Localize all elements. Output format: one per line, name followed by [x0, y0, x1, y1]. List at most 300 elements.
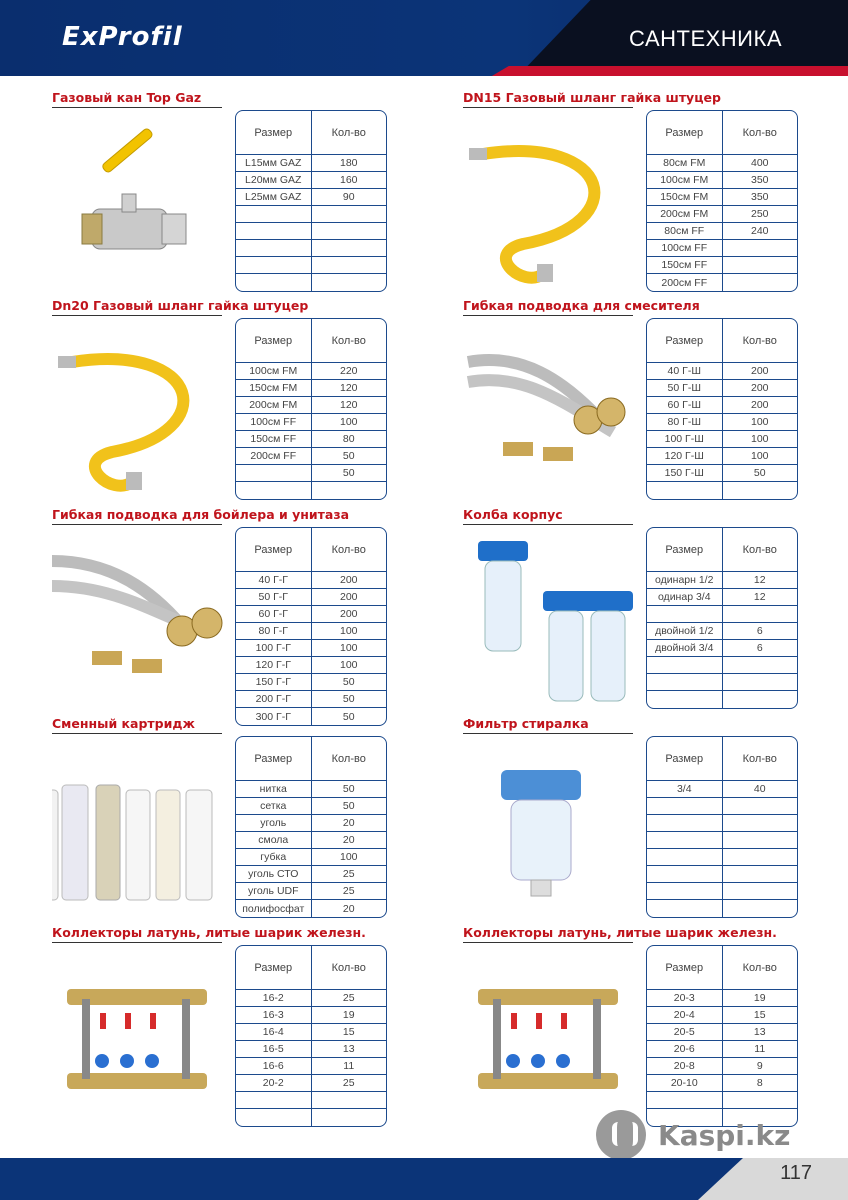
column-header-size: Размер — [236, 319, 312, 362]
product-table — [235, 736, 387, 918]
column-header-qty: Кол-во — [742, 543, 777, 556]
table-row — [236, 380, 386, 397]
table-header — [647, 111, 797, 155]
table-row — [236, 482, 386, 499]
qty-cell: 80 — [342, 433, 355, 445]
table-row — [647, 431, 797, 448]
table-row — [236, 206, 386, 223]
size-cell — [647, 832, 723, 848]
qty-cell — [312, 1109, 387, 1126]
table-row — [236, 448, 386, 465]
qty-cell: 11 — [754, 1043, 766, 1055]
size-cell — [647, 798, 723, 814]
column-header-size: Размер — [236, 111, 312, 154]
table-row — [647, 815, 797, 832]
size-cell: 150см FM — [647, 189, 723, 205]
section-title: Колба корпус — [463, 507, 563, 522]
title-underline — [52, 315, 222, 316]
size-cell — [647, 849, 723, 865]
washing-filter-image — [463, 740, 641, 920]
column-header-qty: Кол-во — [742, 961, 777, 974]
product-section — [52, 90, 412, 300]
size-cell — [647, 900, 723, 917]
qty-cell: 20 — [342, 817, 355, 829]
table-row — [236, 1109, 386, 1126]
table-row — [236, 465, 386, 482]
size-cell: 16-4 — [236, 1024, 312, 1040]
table-header — [647, 946, 797, 990]
qty-cell — [723, 257, 798, 273]
qty-cell — [723, 606, 798, 622]
qty-cell — [312, 274, 387, 291]
table-row — [647, 206, 797, 223]
qty-cell: 100 — [750, 450, 769, 462]
kaspi-label: Kaspi.kz — [658, 1118, 791, 1152]
size-cell — [236, 240, 312, 256]
title-underline — [463, 107, 633, 108]
qty-cell: 100 — [339, 416, 358, 428]
qty-cell: 200 — [750, 382, 769, 394]
size-cell: 20-4 — [647, 1007, 723, 1023]
table-row — [236, 172, 386, 189]
qty-cell: 19 — [342, 1009, 355, 1021]
size-cell: 150 Г-Г — [236, 674, 312, 690]
table-row — [647, 155, 797, 172]
table-row — [236, 1024, 386, 1041]
size-cell: 200см FF — [647, 274, 723, 291]
size-cell: 120 Г-Г — [236, 657, 312, 673]
product-section — [463, 925, 823, 1135]
column-header-size: Размер — [647, 737, 723, 780]
table-row — [647, 482, 797, 499]
size-cell: 20-10 — [647, 1075, 723, 1091]
table-row — [647, 1007, 797, 1024]
table-row — [647, 866, 797, 883]
qty-cell: 90 — [342, 191, 355, 203]
size-cell: сетка — [236, 798, 312, 814]
product-section — [463, 507, 823, 717]
qty-cell: 200 — [750, 365, 769, 377]
table-row — [647, 223, 797, 240]
size-cell: 200см FF — [236, 448, 312, 464]
size-cell: 100см FM — [647, 172, 723, 188]
qty-cell: 50 — [342, 450, 355, 462]
size-cell — [647, 691, 723, 708]
qty-cell: 250 — [750, 208, 769, 220]
size-cell: 16-3 — [236, 1007, 312, 1023]
size-cell: 20-8 — [647, 1058, 723, 1074]
column-header-size: Размер — [647, 946, 723, 989]
size-cell: 20-2 — [236, 1075, 312, 1091]
size-cell: двойной 1/2 — [647, 623, 723, 639]
table-row — [647, 990, 797, 1007]
size-cell: уголь UDF — [236, 883, 312, 899]
size-cell: одинар 3/4 — [647, 589, 723, 605]
size-cell: нитка — [236, 781, 312, 797]
table-header — [236, 528, 386, 572]
table-row — [647, 240, 797, 257]
size-cell: 80см FF — [647, 223, 723, 239]
size-cell — [647, 1092, 723, 1108]
qty-cell: 160 — [339, 174, 358, 186]
qty-cell: 100 — [750, 416, 769, 428]
table-row — [236, 1075, 386, 1092]
table-row — [236, 990, 386, 1007]
section-title: Коллекторы латунь, литые шарик железн. — [463, 925, 777, 940]
qty-cell: 50 — [342, 783, 355, 795]
column-header-qty: Кол-во — [742, 126, 777, 139]
filter-housing-image — [463, 531, 641, 711]
qty-cell: 100 — [339, 659, 358, 671]
table-row — [647, 1092, 797, 1109]
table-row — [647, 883, 797, 900]
size-cell: 150см FF — [647, 257, 723, 273]
title-underline — [52, 942, 222, 943]
size-cell — [647, 883, 723, 899]
table-row — [236, 431, 386, 448]
qty-cell: 9 — [756, 1060, 763, 1072]
size-cell: 50 Г-Ш — [647, 380, 723, 396]
product-table — [235, 318, 387, 500]
qty-cell: 25 — [342, 885, 355, 897]
product-section — [52, 925, 412, 1135]
size-cell: 80 Г-Ш — [647, 414, 723, 430]
qty-cell — [723, 674, 798, 690]
table-row — [647, 900, 797, 917]
qty-cell — [723, 798, 798, 814]
size-cell: 20-3 — [647, 990, 723, 1006]
section-title: Гибкая подводка для смесителя — [463, 298, 700, 313]
size-cell: 150см FF — [236, 431, 312, 447]
qty-cell: 50 — [342, 676, 355, 688]
table-row — [236, 674, 386, 691]
qty-cell: 350 — [750, 174, 769, 186]
table-row — [647, 606, 797, 623]
brand-logo: ExProfil — [62, 22, 183, 52]
product-section — [52, 716, 412, 926]
size-cell — [236, 482, 312, 499]
qty-cell — [723, 900, 798, 917]
manifold-image — [52, 949, 230, 1129]
table-row — [647, 172, 797, 189]
qty-cell — [723, 849, 798, 865]
size-cell: L25мм GAZ — [236, 189, 312, 205]
filter-cartridges-image — [52, 740, 230, 920]
size-cell — [236, 223, 312, 239]
product-table — [646, 736, 798, 918]
size-cell: 16-6 — [236, 1058, 312, 1074]
size-cell: 100см FF — [647, 240, 723, 256]
size-cell: 200см FM — [236, 397, 312, 413]
table-row — [647, 781, 797, 798]
table-row — [236, 1007, 386, 1024]
size-cell: уголь — [236, 815, 312, 831]
qty-cell — [312, 223, 387, 239]
size-cell: смола — [236, 832, 312, 848]
table-row — [647, 623, 797, 640]
qty-cell — [723, 274, 798, 291]
table-header — [236, 111, 386, 155]
title-underline — [52, 107, 222, 108]
qty-cell: 13 — [342, 1043, 355, 1055]
qty-cell: 100 — [339, 642, 358, 654]
qty-cell: 6 — [756, 642, 763, 654]
table-row — [236, 815, 386, 832]
product-section — [463, 90, 823, 300]
footer-grey-band — [698, 1158, 848, 1200]
qty-cell: 25 — [342, 1077, 355, 1089]
table-row — [236, 849, 386, 866]
product-section — [52, 298, 412, 508]
table-row — [236, 189, 386, 206]
table-row — [236, 1041, 386, 1058]
table-row — [647, 798, 797, 815]
column-header-qty: Кол-во — [331, 543, 366, 556]
section-title: Dn20 Газовый шланг гайка штуцер — [52, 298, 309, 313]
qty-cell — [723, 883, 798, 899]
table-header — [647, 319, 797, 363]
size-cell: губка — [236, 849, 312, 865]
size-cell: одинарн 1/2 — [647, 572, 723, 588]
qty-cell — [312, 1092, 387, 1108]
qty-cell: 100 — [750, 433, 769, 445]
size-cell: 60 Г-Г — [236, 606, 312, 622]
size-cell — [236, 465, 312, 481]
qty-cell: 220 — [339, 365, 358, 377]
table-row — [647, 397, 797, 414]
size-cell: 100см FM — [236, 363, 312, 379]
qty-cell: 13 — [753, 1026, 766, 1038]
section-title: DN15 Газовый шланг гайка штуцер — [463, 90, 721, 105]
table-row — [236, 1092, 386, 1109]
qty-cell: 100 — [339, 851, 358, 863]
qty-cell: 100 — [339, 625, 358, 637]
product-table — [235, 527, 387, 726]
table-header — [236, 319, 386, 363]
table-header — [236, 946, 386, 990]
size-cell: 150 Г-Ш — [647, 465, 723, 481]
table-row — [236, 1058, 386, 1075]
qty-cell: 12 — [753, 574, 766, 586]
size-cell: 40 Г-Г — [236, 572, 312, 588]
column-header-size: Размер — [236, 528, 312, 571]
column-header-size: Размер — [647, 528, 723, 571]
table-row — [236, 900, 386, 917]
size-cell: 60 Г-Ш — [647, 397, 723, 413]
table-row — [236, 606, 386, 623]
table-row — [236, 640, 386, 657]
size-cell — [236, 257, 312, 273]
braided-hose-image — [52, 531, 230, 711]
product-section — [463, 716, 823, 926]
table-row — [236, 589, 386, 606]
section-title: Газовый кан Top Gaz — [52, 90, 202, 105]
qty-cell: 200 — [339, 574, 358, 586]
yellow-gas-hose-image — [463, 114, 641, 294]
qty-cell: 200 — [339, 608, 358, 620]
table-row — [236, 397, 386, 414]
column-header-size: Размер — [236, 737, 312, 780]
kaspi-icon — [596, 1110, 646, 1160]
table-row — [647, 1075, 797, 1092]
qty-cell — [723, 657, 798, 673]
table-row — [647, 572, 797, 589]
qty-cell: 50 — [753, 467, 766, 479]
size-cell — [647, 815, 723, 831]
column-header-size: Размер — [647, 111, 723, 154]
size-cell: 20-5 — [647, 1024, 723, 1040]
table-row — [236, 572, 386, 589]
table-row — [647, 1041, 797, 1058]
qty-cell — [723, 866, 798, 882]
qty-cell: 50 — [342, 693, 355, 705]
table-row — [236, 866, 386, 883]
table-row — [647, 849, 797, 866]
product-table — [646, 318, 798, 500]
qty-cell: 350 — [750, 191, 769, 203]
qty-cell — [312, 240, 387, 256]
column-header-qty: Кол-во — [331, 126, 366, 139]
size-cell — [647, 866, 723, 882]
product-table — [235, 945, 387, 1127]
qty-cell: 120 — [339, 399, 358, 411]
qty-cell: 50 — [342, 710, 355, 723]
title-underline — [52, 733, 222, 734]
table-row — [236, 691, 386, 708]
title-underline — [463, 524, 633, 525]
page-header — [0, 0, 848, 76]
qty-cell — [723, 1092, 798, 1108]
size-cell: 200 Г-Г — [236, 691, 312, 707]
section-title: Гибкая подводка для бойлера и унитаза — [52, 507, 350, 522]
manifold-image — [463, 949, 641, 1129]
size-cell: 100 Г-Г — [236, 640, 312, 656]
kaspi-badge — [596, 1110, 790, 1160]
table-row — [647, 640, 797, 657]
size-cell: уголь СТО — [236, 866, 312, 882]
qty-cell: 12 — [753, 591, 766, 603]
table-row — [236, 657, 386, 674]
qty-cell: 180 — [339, 157, 358, 169]
table-row — [236, 414, 386, 431]
size-cell: 3/4 — [647, 781, 723, 797]
qty-cell — [723, 832, 798, 848]
title-underline — [463, 942, 633, 943]
size-cell: полифосфат — [236, 900, 312, 917]
qty-cell — [723, 240, 798, 256]
product-section — [463, 298, 823, 508]
qty-cell: 50 — [342, 800, 355, 812]
table-row — [236, 781, 386, 798]
qty-cell: 8 — [756, 1077, 763, 1089]
table-row — [647, 589, 797, 606]
yellow-gas-hose-image — [52, 322, 230, 502]
column-header-size: Размер — [647, 319, 723, 362]
qty-cell: 11 — [343, 1060, 355, 1072]
size-cell: 100см FF — [236, 414, 312, 430]
qty-cell: 6 — [756, 625, 763, 637]
table-row — [236, 798, 386, 815]
qty-cell — [723, 691, 798, 708]
size-cell: 40 Г-Ш — [647, 363, 723, 379]
qty-cell — [312, 206, 387, 222]
table-row — [236, 257, 386, 274]
page-number: 117 — [780, 1162, 812, 1184]
size-cell: 80см FM — [647, 155, 723, 171]
table-row — [647, 414, 797, 431]
size-cell — [236, 206, 312, 222]
qty-cell: 120 — [339, 382, 358, 394]
qty-cell: 200 — [339, 591, 358, 603]
table-row — [647, 189, 797, 206]
section-title: Фильтр стиралка — [463, 716, 589, 731]
table-row — [647, 363, 797, 380]
qty-cell: 240 — [750, 225, 769, 237]
qty-cell — [312, 482, 387, 499]
column-header-qty: Кол-во — [331, 334, 366, 347]
table-row — [236, 223, 386, 240]
qty-cell: 25 — [342, 992, 355, 1004]
table-row — [236, 274, 386, 291]
column-header-qty: Кол-во — [331, 752, 366, 765]
product-table — [646, 945, 798, 1127]
size-cell — [236, 1092, 312, 1108]
product-table — [646, 527, 798, 709]
table-row — [236, 883, 386, 900]
qty-cell: 400 — [750, 157, 769, 169]
table-row — [647, 1058, 797, 1075]
qty-cell: 15 — [342, 1026, 355, 1038]
qty-cell: 40 — [753, 783, 766, 795]
table-row — [236, 155, 386, 172]
section-title: Коллекторы латунь, литые шарик железн. — [52, 925, 366, 940]
table-row — [647, 380, 797, 397]
size-cell — [647, 606, 723, 622]
qty-cell: 25 — [342, 868, 355, 880]
size-cell — [236, 1109, 312, 1126]
size-cell: 16-2 — [236, 990, 312, 1006]
size-cell: 100 Г-Ш — [647, 431, 723, 447]
size-cell: 150см FM — [236, 380, 312, 396]
qty-cell — [312, 257, 387, 273]
table-row — [236, 240, 386, 257]
column-header-qty: Кол-во — [742, 752, 777, 765]
qty-cell: 50 — [342, 467, 355, 479]
table-row — [647, 257, 797, 274]
section-title: Сменный картридж — [52, 716, 195, 731]
table-row — [236, 623, 386, 640]
qty-cell: 200 — [750, 399, 769, 411]
product-table — [235, 110, 387, 292]
size-cell — [647, 657, 723, 673]
qty-cell — [723, 482, 798, 499]
product-table — [646, 110, 798, 292]
title-underline — [52, 524, 222, 525]
page-footer — [0, 1158, 848, 1200]
size-cell: 20-6 — [647, 1041, 723, 1057]
column-header-qty: Кол-во — [742, 334, 777, 347]
table-row — [647, 448, 797, 465]
qty-cell: 15 — [753, 1009, 766, 1021]
size-cell: L20мм GAZ — [236, 172, 312, 188]
title-underline — [463, 733, 633, 734]
column-header-size: Размер — [236, 946, 312, 989]
size-cell: L15мм GAZ — [236, 155, 312, 171]
table-row — [647, 274, 797, 291]
table-row — [647, 832, 797, 849]
qty-cell: 20 — [342, 902, 355, 915]
table-header — [647, 737, 797, 781]
